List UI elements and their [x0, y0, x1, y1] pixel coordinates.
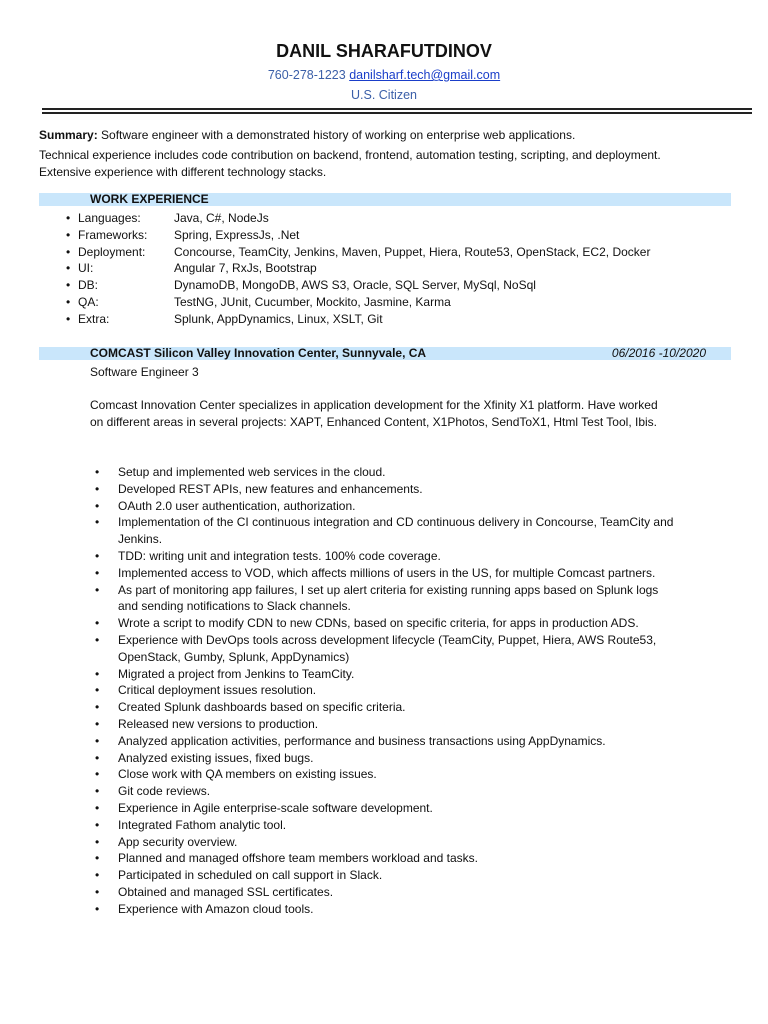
list-item-text: Created Splunk dashboards based on specific criteria.: [118, 700, 406, 715]
bullet-dot: •: [95, 800, 100, 815]
list-item: [90, 733, 680, 750]
list-item: [90, 867, 680, 884]
list-item: [90, 464, 680, 481]
candidate-name: DANIL SHARAFUTDINOV: [276, 41, 492, 61]
skill-label: Deployment:: [78, 244, 146, 259]
bullet-dot: •: [66, 244, 71, 259]
list-item-text: Developed REST APIs, new features and enhancements.: [118, 481, 423, 496]
skill-value: Splunk, AppDynamics, Linux, XSLT, Git: [174, 311, 383, 326]
bullet-dot: •: [66, 294, 71, 309]
list-item-text: Implementation of the CI continuous integration and CD continuous delivery in Concourse, TeamCity and Jenkins.: [118, 515, 674, 547]
list-item: [90, 850, 680, 867]
list-item-text: Participated in scheduled on call support in Slack.: [118, 868, 383, 883]
bullet-dot: •: [66, 227, 71, 242]
bullet-dot: •: [95, 834, 100, 849]
bullet-dot: •: [95, 582, 100, 597]
job-description: Comcast Innovation Center specializes in application development for the Xfinity X1 platform. Have worked on different areas in several projects: XAPT, Enhanced Content, X1Photos, SendToX1, Html Test Tool, Ibis.: [90, 398, 658, 429]
skill-label: Extra:: [78, 311, 110, 326]
list-item-text: Analyzed application activities, performance and business transactions using AppDynamics.: [118, 733, 606, 748]
skill-value: Java, C#, NodeJs: [174, 211, 269, 225]
bullet-dot: •: [95, 515, 100, 530]
job-company: COMCAST Silicon Valley Innovation Center, Sunnyvale, CA: [90, 346, 427, 360]
list-item-text: Experience in Agile enterprise-scale software development.: [118, 800, 433, 815]
bullet-dot: •: [95, 632, 100, 647]
bullet-dot: •: [95, 733, 100, 748]
work-experience-title: WORK EXPERIENCE: [90, 192, 209, 206]
skill-row: [66, 311, 746, 328]
bullet-dot: •: [66, 211, 71, 225]
job-bullets: [90, 464, 680, 918]
bullet-dot: •: [95, 465, 100, 479]
bullet-dot: •: [95, 666, 100, 681]
summary-section: [39, 127, 739, 180]
list-item-text: Wrote a script to modify CDN to new CDNs, based on specific criteria, for apps in production ADS.: [118, 616, 639, 631]
bullet-dot: •: [95, 817, 100, 832]
bullet-dot: •: [95, 700, 100, 715]
list-item: [90, 783, 680, 800]
list-item-text: Critical deployment issues resolution.: [118, 683, 317, 698]
skill-row: [66, 294, 746, 311]
skills-list: [66, 210, 746, 328]
bullet-dot: •: [95, 565, 100, 580]
list-item-text: Experience with Amazon cloud tools.: [118, 901, 314, 916]
skill-row: [66, 210, 746, 227]
list-item: [90, 582, 680, 616]
list-item: [90, 682, 680, 699]
bullet-dot: •: [95, 784, 100, 799]
list-item-text: Planned and managed offshore team members workload and tasks.: [118, 851, 478, 866]
bullet-dot: •: [95, 481, 100, 496]
list-item-text: Integrated Fathom analytic tool.: [118, 817, 287, 832]
contact-line: [0, 67, 768, 83]
list-item-text: Migrated a project from Jenkins to TeamCity.: [118, 666, 355, 681]
bullet-dot: •: [95, 901, 100, 916]
skill-value: TestNG, JUnit, Cucumber, Mockito, Jasmine, Karma: [174, 294, 451, 309]
skill-label: Languages:: [78, 211, 141, 225]
skill-label: Frameworks:: [78, 227, 148, 242]
list-item-text: Obtained and managed SSL certificates.: [118, 884, 334, 899]
bullet-dot: •: [66, 311, 71, 326]
list-item: [90, 834, 680, 851]
header-divider-bottom: [42, 112, 752, 114]
email-link[interactable]: danilsharf.tech@gmail.com: [349, 68, 501, 82]
skill-row: [66, 244, 746, 261]
skill-value: Angular 7, RxJs, Bootstrap: [174, 261, 317, 276]
skill-value: Spring, ExpressJs, .Net: [174, 227, 300, 242]
bullet-dot: •: [95, 616, 100, 631]
summary-line-2: Technical experience includes code contribution on backend, frontend, automation testing, scripting, and deployment.: [39, 147, 661, 162]
bullet-dot: •: [66, 278, 71, 293]
skill-row: [66, 277, 746, 294]
list-item: [90, 884, 680, 901]
list-item-text: Experience with DevOps tools across development lifecycle (TeamCity, Puppet, Hiera, AWS Route53, OpenStack, Gumby, Splunk, AppDynamics): [118, 632, 657, 664]
list-item: [90, 716, 680, 733]
bullet-dot: •: [95, 868, 100, 883]
list-item: [90, 514, 680, 548]
skill-value: Concourse, TeamCity, Jenkins, Maven, Puppet, Hiera, Route53, OpenStack, EC2, Docker: [174, 244, 651, 259]
list-item: [90, 699, 680, 716]
bullet-dot: •: [95, 716, 100, 731]
list-item-text: TDD: writing unit and integration tests. 100% code coverage.: [118, 548, 441, 563]
summary-line-1: [39, 127, 739, 144]
list-item: [90, 766, 680, 783]
skill-label: UI:: [78, 261, 94, 276]
list-item: [90, 615, 680, 632]
summary-line-3: Extensive experience with different technology stacks.: [39, 164, 327, 179]
list-item: [90, 565, 680, 582]
bullet-dot: •: [95, 851, 100, 866]
summary-label: Summary:: [39, 128, 98, 142]
list-item: [90, 666, 680, 683]
skill-row: [66, 260, 746, 277]
job-role: Software Engineer 3: [90, 365, 199, 379]
citizenship: U.S. Citizen: [351, 88, 417, 102]
skill-value: DynamoDB, MongoDB, AWS S3, Oracle, SQL Server, MySql, NoSql: [174, 278, 536, 293]
list-item-text: App security overview.: [118, 834, 238, 849]
list-item-text: Setup and implemented web services in the cloud.: [118, 465, 386, 479]
bullet-dot: •: [95, 683, 100, 698]
bullet-dot: •: [95, 884, 100, 899]
skill-label: QA:: [78, 294, 99, 309]
list-item-text: OAuth 2.0 user authentication, authorization.: [118, 498, 356, 513]
list-item-text: Implemented access to VOD, which affects millions of users in the US, for multiple Comcast partners.: [118, 565, 656, 580]
bullet-dot: •: [95, 548, 100, 563]
bullet-dot: •: [95, 498, 100, 513]
list-item-text: As part of monitoring app failures, I set up alert criteria for existing running apps based on Splunk logs and sending notifications to Slack channels.: [118, 582, 659, 614]
list-item: [90, 498, 680, 515]
bullet-dot: •: [95, 750, 100, 765]
list-item: [90, 632, 680, 666]
skill-row: [66, 227, 746, 244]
list-item-text: Released new versions to production.: [118, 716, 319, 731]
bullet-dot: •: [95, 767, 100, 782]
summary-text: Software engineer with a demonstrated history of working on enterprise web applications.: [97, 128, 576, 142]
bullet-dot: •: [66, 261, 71, 276]
list-item: [90, 800, 680, 817]
header-divider-top: [42, 108, 752, 110]
list-item: [90, 548, 680, 565]
list-item: [90, 817, 680, 834]
skill-label: DB:: [78, 278, 99, 293]
list-item: [90, 901, 680, 918]
list-item-text: Close work with QA members on existing issues.: [118, 767, 377, 782]
phone-number: 760-278-1223: [267, 68, 346, 82]
list-item: [90, 481, 680, 498]
list-item-text: Git code reviews.: [118, 784, 211, 799]
list-item: [90, 750, 680, 767]
list-item-text: Analyzed existing issues, fixed bugs.: [118, 750, 314, 765]
job-dates: 06/2016 -10/2020: [611, 346, 706, 360]
